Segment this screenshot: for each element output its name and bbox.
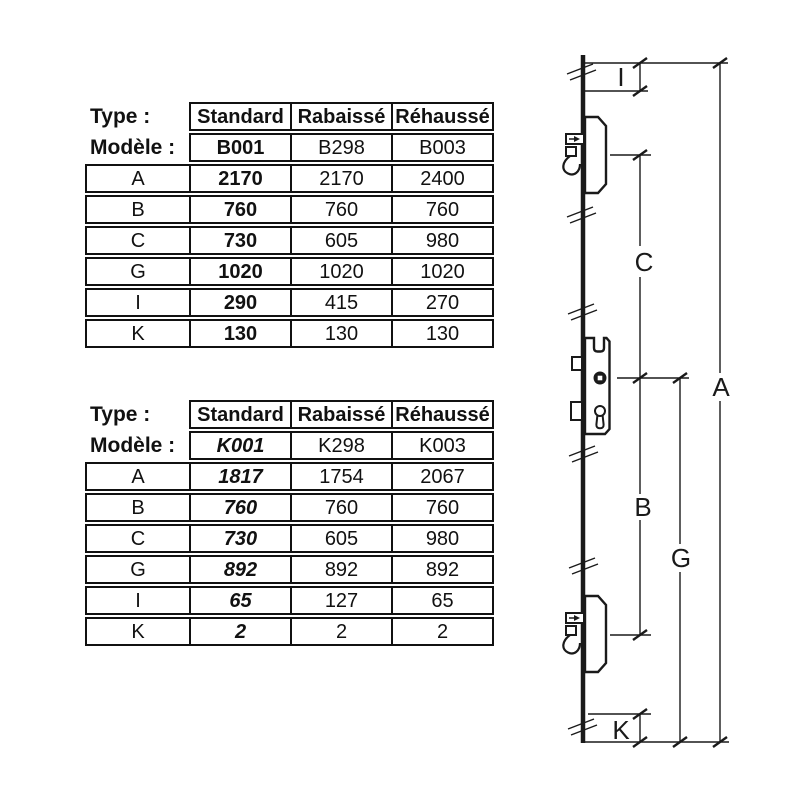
column-header-rabaisse: Rabaissé bbox=[290, 400, 393, 429]
dim-label-K: K bbox=[612, 715, 630, 745]
model-cell: B001 bbox=[189, 133, 292, 162]
top-keeper-body bbox=[585, 117, 606, 193]
value-cell: 415 bbox=[290, 288, 393, 317]
bottom-hook-assembly bbox=[563, 596, 606, 672]
value-cell: 730 bbox=[189, 524, 292, 553]
column-header-rehausse: Réhaussé bbox=[391, 400, 494, 429]
table-row bbox=[85, 555, 494, 584]
value-cell: 290 bbox=[189, 288, 292, 317]
latch-bolt bbox=[572, 357, 582, 370]
value-cell: 760 bbox=[290, 195, 393, 224]
dim-label-B: B bbox=[634, 492, 652, 522]
value-cell: 65 bbox=[391, 586, 494, 615]
value-cell: 2067 bbox=[391, 462, 494, 491]
value-cell: 892 bbox=[391, 555, 494, 584]
param-cell: C bbox=[85, 524, 191, 553]
param-cell: I bbox=[85, 288, 191, 317]
value-cell: 130 bbox=[391, 319, 494, 348]
value-cell: 605 bbox=[290, 226, 393, 255]
value-cell: 892 bbox=[290, 555, 393, 584]
value-cell: 1754 bbox=[290, 462, 393, 491]
value-cell: 130 bbox=[290, 319, 393, 348]
table-row bbox=[85, 586, 494, 615]
value-cell: 127 bbox=[290, 586, 393, 615]
table-row bbox=[85, 257, 494, 286]
value-cell: 730 bbox=[189, 226, 292, 255]
value-cell: 605 bbox=[290, 524, 393, 553]
dim-label-C: C bbox=[634, 247, 654, 277]
model-cell: K298 bbox=[290, 431, 393, 460]
type-label: Type : bbox=[90, 105, 151, 128]
param-cell: C bbox=[85, 226, 191, 255]
dead-bolt bbox=[571, 402, 582, 420]
value-cell: 892 bbox=[189, 555, 292, 584]
value-cell: 1020 bbox=[391, 257, 494, 286]
model-cell: B298 bbox=[290, 133, 393, 162]
model-label: Modèle : bbox=[90, 434, 176, 457]
param-cell: B bbox=[85, 195, 191, 224]
table-row-header bbox=[85, 400, 494, 429]
table-k-series bbox=[85, 400, 494, 646]
bottom-hook-bolt bbox=[563, 635, 580, 653]
table-row bbox=[85, 319, 494, 348]
value-cell: 760 bbox=[290, 493, 393, 522]
value-cell: 2170 bbox=[290, 164, 393, 193]
value-cell: 760 bbox=[391, 493, 494, 522]
param-cell: G bbox=[85, 257, 191, 286]
table-row-models bbox=[85, 431, 494, 460]
value-cell: 1020 bbox=[189, 257, 292, 286]
table-row-header bbox=[85, 102, 494, 131]
bottom-keeper-body bbox=[585, 596, 606, 672]
keyhole-cylinder bbox=[595, 406, 605, 416]
value-cell: 1020 bbox=[290, 257, 393, 286]
value-cell: 760 bbox=[391, 195, 494, 224]
value-cell: 2 bbox=[189, 617, 292, 646]
table-row bbox=[85, 226, 494, 255]
model-cell: K001 bbox=[189, 431, 292, 460]
bottom-hook-base bbox=[566, 626, 576, 635]
table-row bbox=[85, 524, 494, 553]
central-lock-case bbox=[571, 338, 610, 434]
value-cell: 270 bbox=[391, 288, 494, 317]
value-cell: 65 bbox=[189, 586, 292, 615]
value-cell: 1817 bbox=[189, 462, 292, 491]
table-row bbox=[85, 288, 494, 317]
column-header-rabaisse: Rabaissé bbox=[290, 102, 393, 131]
model-label: Modèle : bbox=[90, 136, 176, 159]
value-cell: 2170 bbox=[189, 164, 292, 193]
column-header-rehausse: Réhaussé bbox=[391, 102, 494, 131]
dim-label-I: I bbox=[617, 62, 625, 92]
table-b-series bbox=[85, 102, 494, 348]
value-cell: 2400 bbox=[391, 164, 494, 193]
param-cell: K bbox=[85, 617, 191, 646]
table-row bbox=[85, 493, 494, 522]
table-row bbox=[85, 617, 494, 646]
table-row-models bbox=[85, 133, 494, 162]
top-hook-bolt bbox=[563, 156, 580, 174]
dim-label-A: A bbox=[712, 372, 730, 402]
model-cell: K003 bbox=[391, 431, 494, 460]
param-cell: A bbox=[85, 462, 191, 491]
value-cell: 2 bbox=[290, 617, 393, 646]
table-row bbox=[85, 462, 494, 491]
model-cell: B003 bbox=[391, 133, 494, 162]
top-hook-base bbox=[566, 147, 576, 156]
value-cell: 760 bbox=[189, 493, 292, 522]
table-row bbox=[85, 164, 494, 193]
param-cell: B bbox=[85, 493, 191, 522]
spindle-hole bbox=[598, 376, 603, 381]
dimension-lines bbox=[640, 63, 720, 742]
column-header-standard: Standard bbox=[189, 102, 292, 131]
value-cell: 130 bbox=[189, 319, 292, 348]
column-header-standard: Standard bbox=[189, 400, 292, 429]
value-cell: 760 bbox=[189, 195, 292, 224]
param-cell: G bbox=[85, 555, 191, 584]
value-cell: 980 bbox=[391, 524, 494, 553]
param-cell: I bbox=[85, 586, 191, 615]
table-row bbox=[85, 195, 494, 224]
lock-dimension-drawing bbox=[548, 45, 743, 760]
value-cell: 2 bbox=[391, 617, 494, 646]
value-cell: 980 bbox=[391, 226, 494, 255]
type-label: Type : bbox=[90, 403, 151, 426]
dim-label-G: G bbox=[670, 543, 692, 573]
param-cell: A bbox=[85, 164, 191, 193]
top-hook-assembly bbox=[563, 117, 606, 193]
param-cell: K bbox=[85, 319, 191, 348]
